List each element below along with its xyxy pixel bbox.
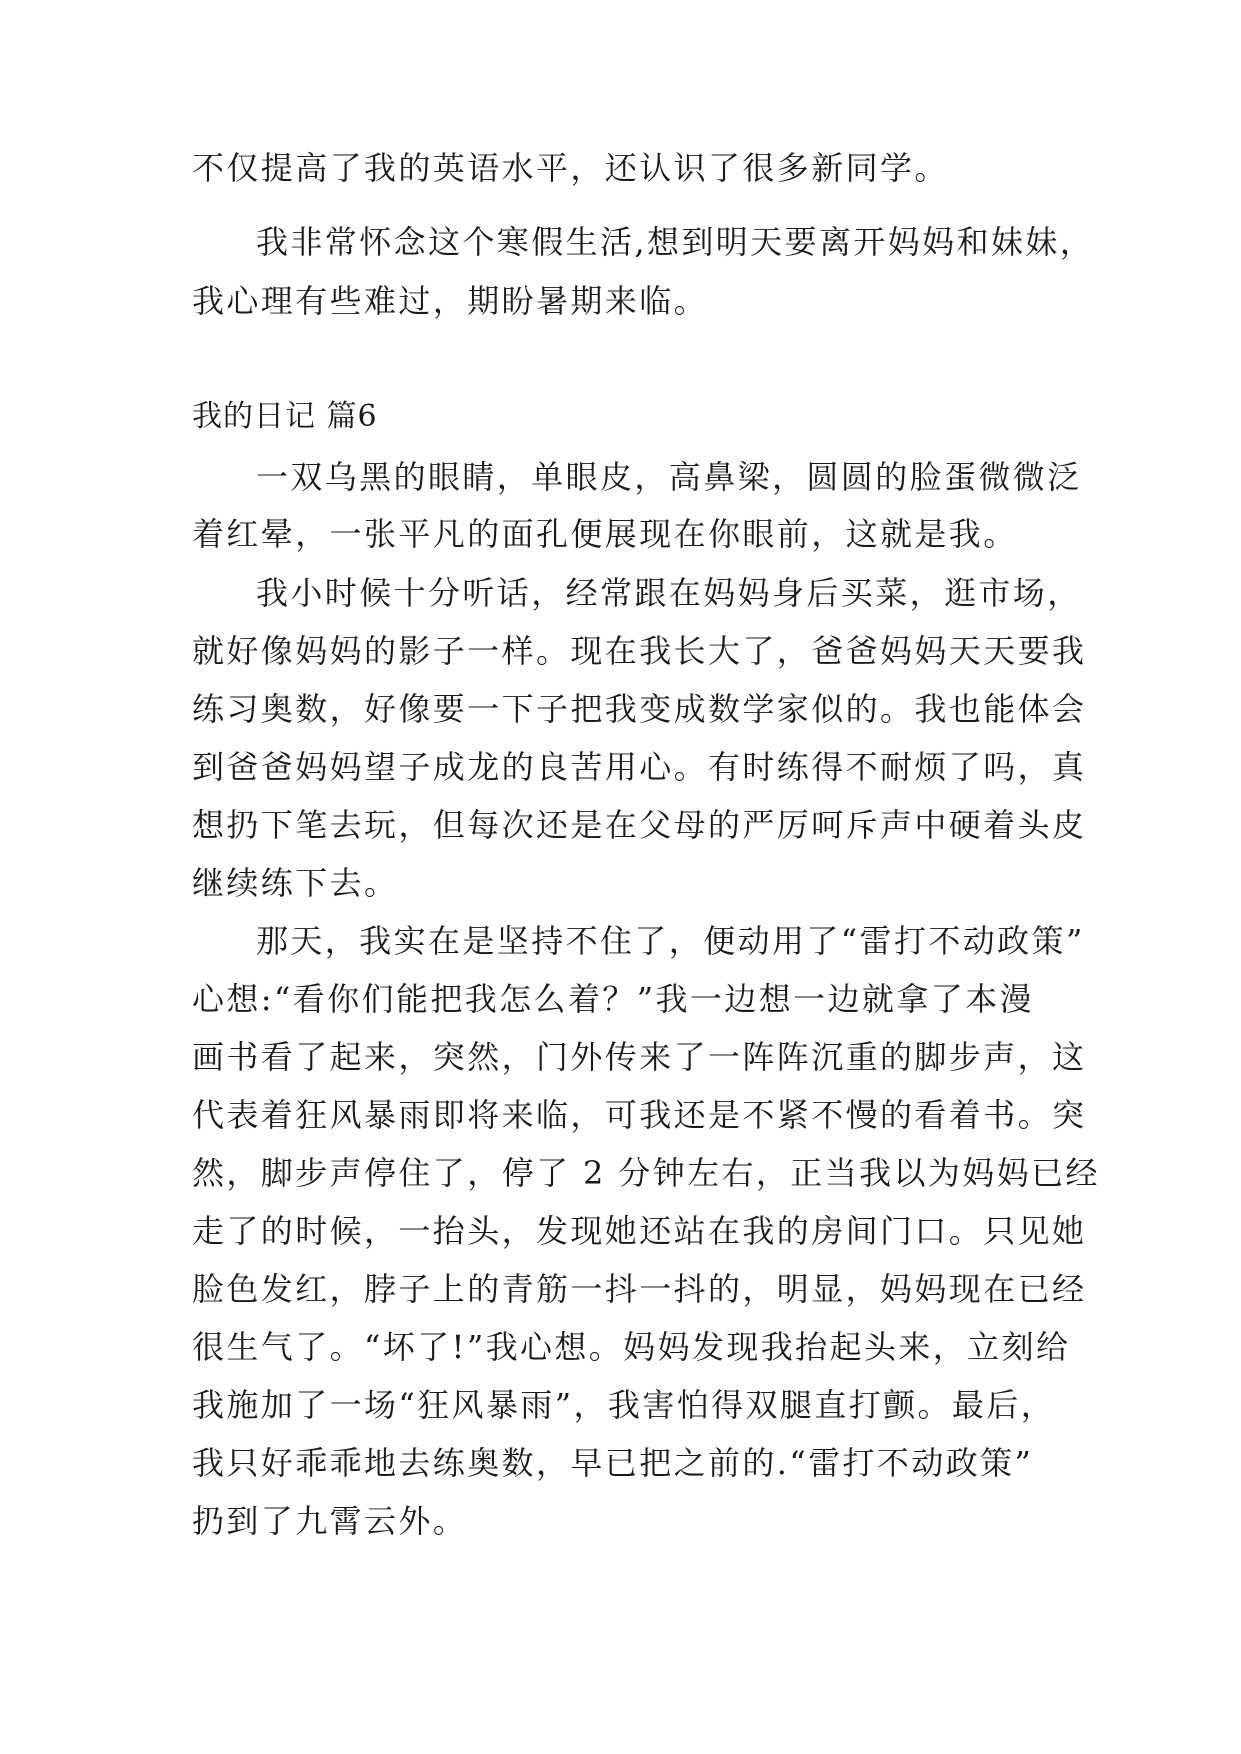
text-line: 脸色发红，脖子上的青筋一抖一抖的，明显，妈妈现在已经 — [192, 1270, 1087, 1308]
text-line: 继续练下去。 — [192, 864, 399, 902]
text-line: 我非常怀念这个寒假生活,想到明天要离开妈妈和妹妹， — [256, 223, 1095, 261]
text-line: 练习奥数，好像要一下子把我变成数学家似的。我也能体会 — [192, 690, 1087, 728]
section-title: 我的日记 篇6 — [192, 399, 378, 434]
text-line: 着红晕，一张平凡的面孔便展现在你眼前，这就是我。 — [192, 515, 1018, 553]
text-line: 一双乌黑的眼睛，单眼皮，高鼻梁，圆圆的脸蛋微微泛 — [256, 458, 1082, 496]
text-line: 想扔下笔去玩，但每次还是在父母的严厉呵斥声中硬着头皮 — [192, 806, 1087, 844]
text-line: 就好像妈妈的影子一样。现在我长大了，爸爸妈妈天天要我 — [192, 632, 1087, 670]
text-line: 我小时候十分听话，经常跟在妈妈身后买菜，逛市场， — [256, 574, 1082, 612]
text-line: 很生气了。“坏了!”我心想。妈妈发现我抬起头来，立刻给 — [192, 1328, 1071, 1366]
text-line: 我施加了一场“狂风暴雨”，我害怕得双腿直打颤。最后， — [192, 1386, 1056, 1424]
text-line: 然，脚步声停住了，停了 2 分钟左右，正当我以为妈妈已经 — [192, 1154, 1100, 1192]
text-line: 那天，我实在是坚持不住了，便动用了“雷打不动政策” — [256, 922, 1085, 960]
text-line: 我只好乖乖地去练奥数，早已把之前的.“雷打不动政策” — [192, 1444, 1034, 1482]
text-line: 不仅提高了我的英语水平，还认识了很多新同学。 — [192, 149, 949, 187]
text-line: 我心理有些难过，期盼暑期来临。 — [192, 282, 709, 320]
text-line: 走了的时候，一抬头，发现她还站在我的房间门口。只见她 — [192, 1212, 1087, 1250]
text-line: 到爸爸妈妈望子成龙的良苦用心。有时练得不耐烦了吗，真 — [192, 748, 1087, 786]
text-line: 代表着狂风暴雨即将来临，可我还是不紧不慢的看着书。突 — [192, 1096, 1087, 1134]
text-line: 画书看了起来，突然，门外传来了一阵阵沉重的脚步声，这 — [192, 1038, 1087, 1076]
text-line: 扔到了九霄云外。 — [192, 1502, 468, 1540]
text-line: 心想:“看你们能把我怎么着？”我一边想一边就拿了本漫 — [192, 980, 1034, 1018]
